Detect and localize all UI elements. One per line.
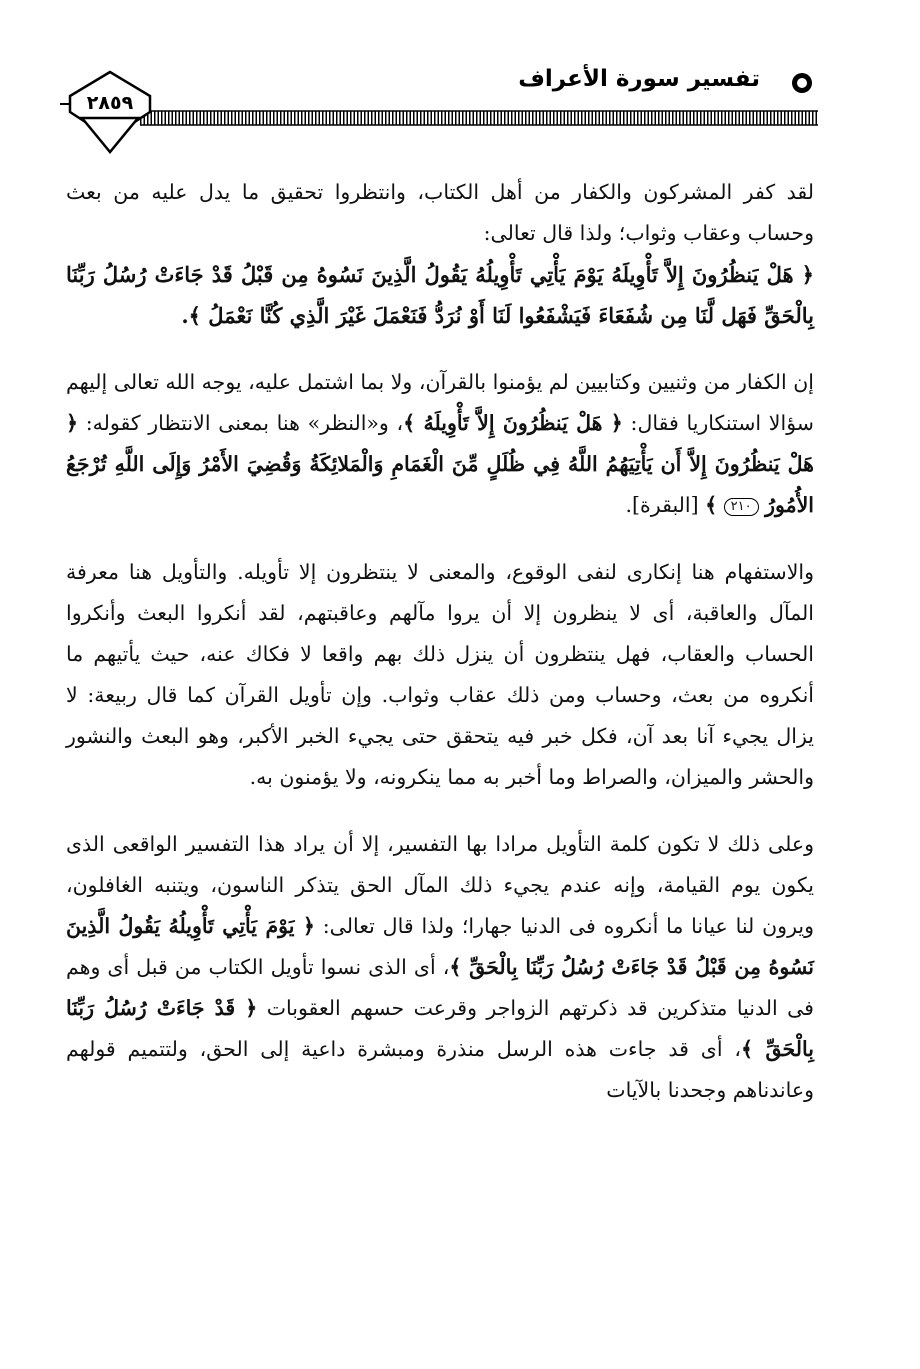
paragraph-2: [66, 362, 814, 526]
paragraph-3: والاستفهام هنا إنكارى لنفى الوقوع، والمعنى لا ينتظرون إلا تأويله. والتأويل هنا معرفة المآل والعاقبة، أى لا ينظرون إلا أن يروا مآلهم وعاقبتهم، لقد أنكروا البعث وأنكروا الحساب والعقاب، فهل ينتظرون أن ينزل ذلك بهم واقعا لا فكاك عنه، حيث يأتيهم ما أنكروه من بعث، وحساب ومن ذلك عقاب وثواب. وإن تأويل القرآن كما قال ربيعة: لا يزال يجيء آنا بعد آن، فكل خبر فيه يتحقق حتى يجيء الخبر الأكبر، وهو البعث والنشور والحشر والميزان، والصراط وما أخبر به مما ينكرونه، ولا يؤمنون به.: [66, 560, 814, 789]
paragraph-2-text-a: إن الكفار من وثنيين وكتابيين لم يؤمنوا بالقرآن، ولا بما اشتمل عليه، يوجه الله تعالى إليهم سؤالا استنكاريا فقال:: [66, 370, 814, 435]
paragraph-4-text-c: ، أى قد جاءت هذه الرسل منذرة ومبشرة داعية إلى الحق، ولتتميم قولهم وعاندناهم وجحدنا بالآيات: [66, 1037, 814, 1102]
page-number: ٢٨٥٩: [86, 92, 134, 114]
page-header: [0, 0, 920, 175]
header-ornament: [0, 0, 920, 175]
paragraph-4: [66, 824, 814, 1111]
paragraph-2-text-b: ، و«النظر» هنا بمعنى الانتظار كقوله:: [85, 411, 404, 435]
paragraph-1: لقد كفر المشركون والكفار من أهل الكتاب، وانتظروا تحقيق ما يدل عليه من بعث وحساب وعقاب وثواب؛ ولذا قال تعالى:: [66, 180, 814, 245]
title-ornament-icon: [792, 73, 812, 93]
quran-verse-1: ﴿ هَلْ يَنظُرُونَ إِلاَّ تَأْوِيلَهُ يَوْمَ يَأْتِي تَأْوِيلُهُ يَقُولُ الَّذِينَ نَسُوهُ مِن قَبْلُ قَدْ جَاءَتْ رُسُلُ رَبِّنَا بِالْحَقِّ فَهَل لَّنَا مِن شُفَعَاءَ فَيَشْفَعُوا لَنَا أَوْ نُرَدُّ فَنَعْمَلَ غَيْرَ الَّذِي كُنَّا نَعْمَلُ ﴾.: [66, 262, 814, 328]
surah-title: تفسير سورة الأعراف: [518, 66, 760, 92]
paragraph-gap: [66, 798, 814, 824]
header-rule: [140, 111, 818, 125]
paragraph-gap: [66, 336, 814, 362]
paragraph-4-text-a: وعلى ذلك لا تكون كلمة التأويل مرادا بها التفسير، إلا أن يراد هذا التفسير الواقعى الذى يكون يوم القيامة، وإنه عندم يجيء ذلك المآل الحق يتذكر الناسون، ويتنبه الغافلون، ويرون لنا عيانا ما أنكروه فى الدنيا جهارا؛ ولذا قال تعالى:: [66, 832, 814, 938]
paragraph-gap: [66, 526, 814, 552]
ayah-number: ٢١٠: [724, 498, 759, 516]
paragraph-2-quote-1: ﴿ هَلْ يَنظُرُونَ إِلاَّ تَأْوِيلَهُ ﴾: [403, 411, 623, 435]
paragraph-4-text-b: ، أى الذى نسوا تأويل الكتاب من قبل أى وهم فى الدنيا متذكرين قد ذكرتهم الزواجر وقرعت حسهم العقوبات: [66, 955, 814, 1020]
paragraph-4-quote-2: ﴿ قَدْ جَاءَتْ رُسُلُ رَبِّنَا بِالْحَقِّ ﴾: [66, 996, 814, 1061]
paragraph-2-quote-2-end: ﴾: [705, 493, 718, 517]
paragraph-4-quote-1: ﴿ يَوْمَ يَأْتِي تَأْوِيلُهُ يَقُولُ الَّذِينَ نَسُوهُ مِن قَبْلُ قَدْ جَاءَتْ رُسُلُ رَبِّنَا بِالْحَقِّ ﴾: [66, 914, 814, 979]
paragraph-2-text-c: [البقرة].: [625, 493, 699, 517]
paragraph-2-quote-2: ﴿ هَلْ يَنظُرُونَ إِلاَّ أَن يَأْتِيَهُمُ اللَّهُ فِي ظُلَلٍ مِّنَ الْغَمَامِ وَالْمَلائِكَةُ وَقُضِيَ الأَمْرُ وَإِلَى اللَّهِ تُرْجَعُ الأُمُورُ: [66, 411, 814, 517]
page-body: [66, 172, 814, 1111]
